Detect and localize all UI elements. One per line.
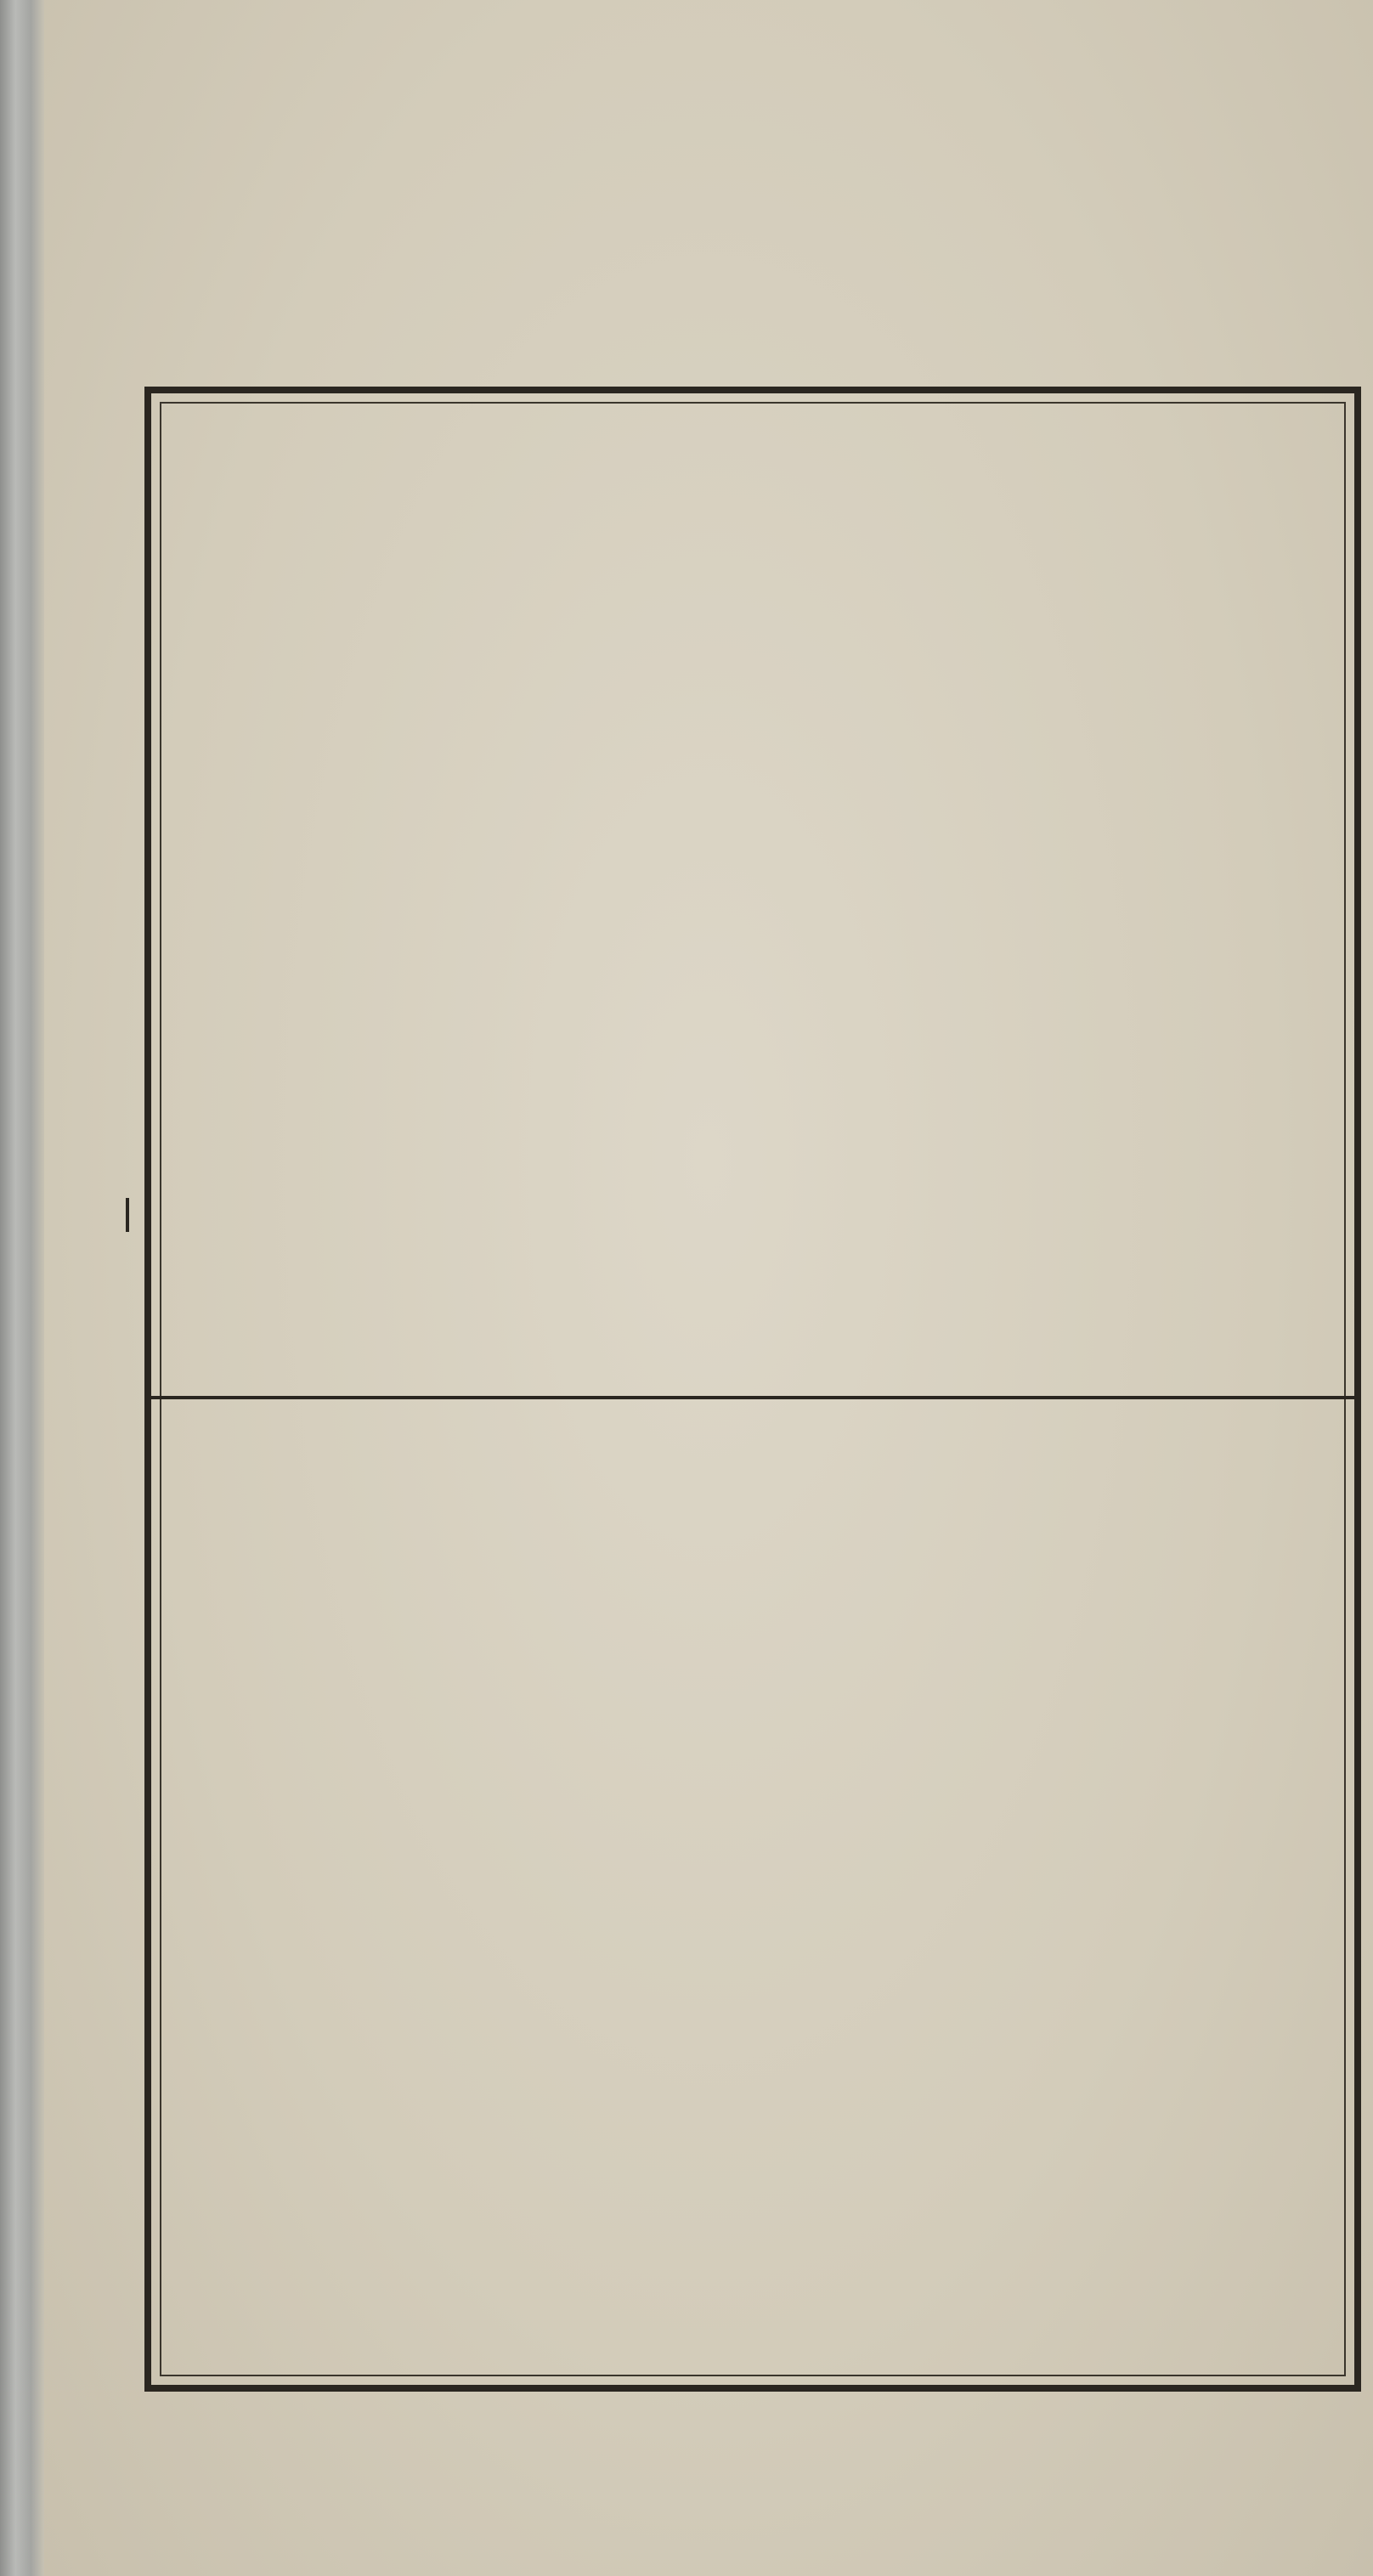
text-frame	[144, 387, 1361, 2392]
margin-column	[51, 374, 127, 2455]
upper-text-block	[168, 415, 1341, 1384]
middle-rule	[151, 1396, 1354, 1399]
book-spine	[0, 0, 44, 2576]
lower-text-block	[168, 1421, 1341, 2373]
margin-divider	[126, 1198, 129, 1232]
book-page	[44, 0, 1373, 2576]
